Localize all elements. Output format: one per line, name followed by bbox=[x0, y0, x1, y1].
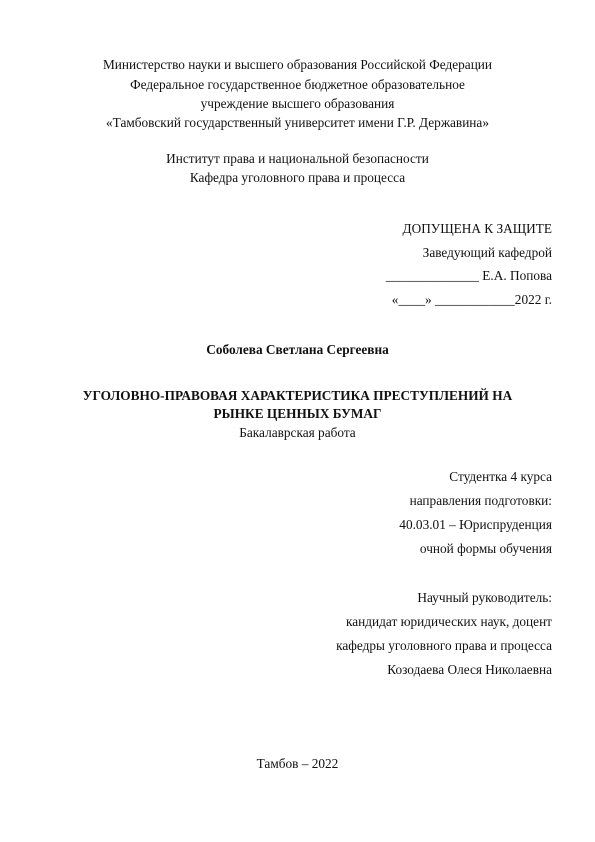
ministry-line: Министерство науки и высшего образования Российской Федерации bbox=[102, 57, 493, 72]
work-type: Бакалаврская работа bbox=[239, 425, 356, 440]
approval-date-line: «____» ____________2022 г. bbox=[391, 292, 552, 307]
work-title-line-1: УГОЛОВНО-ПРАВОВАЯ ХАРАКТЕРИСТИКА ПРЕСТУПЛЕНИЙ НА bbox=[82, 388, 513, 403]
university-name: «Тамбовский государственный университет имени Г.Р. Державина» bbox=[106, 115, 489, 130]
supervisor-name: Козодаева Олеся Николаевна bbox=[387, 662, 552, 677]
student-study-form: очной формы обучения bbox=[419, 541, 552, 556]
approval-signature-line: ______________ Е.А. Попова bbox=[385, 268, 552, 283]
department-name: Кафедра уголовного права и процесса bbox=[189, 170, 406, 185]
university-type-line: Федеральное государственное бюджетное образовательное bbox=[130, 77, 465, 92]
approval-title: ДОПУЩЕНА К ЗАЩИТЕ bbox=[402, 221, 552, 236]
student-course: Студентка 4 курса bbox=[449, 469, 552, 484]
author-name: Соболева Светлана Сергеевна bbox=[206, 342, 389, 357]
university-type-line-2: учреждение высшего образования bbox=[200, 96, 395, 111]
supervisor-degree: кандидат юридических наук, доцент bbox=[345, 614, 552, 629]
institute-name: Институт права и национальной безопасности bbox=[166, 151, 429, 166]
supervisor-label: Научный руководитель: bbox=[417, 590, 552, 605]
student-direction-code: 40.03.01 – Юриспруденция bbox=[399, 517, 552, 532]
supervisor-department: кафедры уголовного права и процесса bbox=[336, 638, 552, 653]
work-title-line-2: РЫНКЕ ЦЕННЫХ БУМАГ bbox=[213, 406, 382, 421]
approval-role: Заведующий кафедрой bbox=[422, 245, 552, 260]
city-year: Тамбов – 2022 bbox=[256, 756, 339, 771]
student-direction-label: направления подготовки: bbox=[409, 493, 552, 508]
